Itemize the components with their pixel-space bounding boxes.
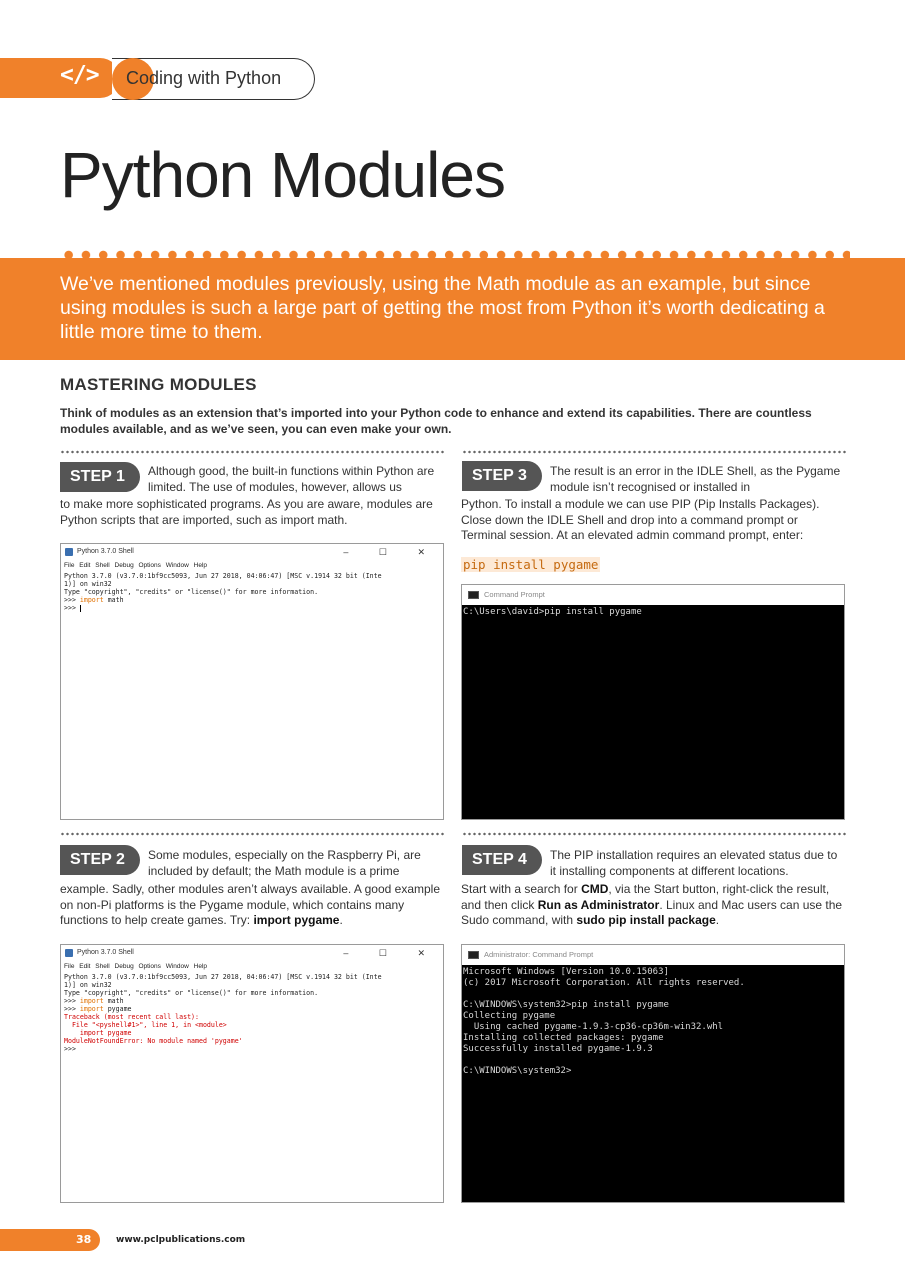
divider bbox=[462, 832, 846, 836]
console-output: Microsoft Windows [Version 10.0.15063] (c) 2017 Microsoft Corporation. All rights reserved. C:\WINDOWS\system32>pip install pygame Collecting pygame Using cached pygame-1.9.3-cp36-cp36m-win32.whl Installing collected packages: pygame Successfully installed pygame-1.9.3 C:\WINDOWS\system32> bbox=[463, 967, 745, 1076]
window-menubar[interactable]: File Edit Shell Debug Options Window Help bbox=[64, 562, 208, 569]
command-prompt-window-2 bbox=[461, 944, 845, 1203]
window-title: Python 3.7.0 Shell bbox=[77, 949, 134, 956]
code-icon: </> bbox=[60, 62, 99, 88]
cmd-icon bbox=[468, 591, 479, 599]
page-number: 38 bbox=[76, 1233, 92, 1246]
step-3-text-first: The result is an error in the IDLE Shell, as the Pygame module isn’t recognised or installed in bbox=[550, 464, 841, 494]
python-icon bbox=[65, 548, 73, 556]
console-output: C:\Users\david>pip install pygame bbox=[463, 607, 642, 617]
window-title: Administrator: Command Prompt bbox=[484, 950, 594, 959]
step-4-badge: STEP 4 bbox=[462, 845, 542, 875]
python-icon bbox=[65, 949, 73, 957]
divider bbox=[60, 450, 444, 454]
step-4-text: Start with a search for CMD, via the Start button, right-click the result, and then click Run as Administrator. Linux and Mac users can use the Sudo command, with sudo pip install package. bbox=[461, 882, 843, 927]
section-intro: Think of modules as an extension that’s imported into your Python code to enhance and extend its capabilities. There are countless modules available, and as we’ve seen, you can even make your own. bbox=[60, 406, 812, 436]
command-prompt-window-1 bbox=[461, 584, 845, 820]
step-2-text: example. Sadly, other modules aren’t always available. A good example on non-Pi platforms is the Pygame module, which contains many functions to help create games. Try: import pygame. bbox=[60, 882, 440, 927]
divider bbox=[60, 832, 444, 836]
window-title: Python 3.7.0 Shell bbox=[77, 548, 134, 555]
window-titlebar bbox=[61, 544, 443, 560]
cmd-icon bbox=[468, 951, 479, 959]
window-titlebar bbox=[462, 945, 844, 965]
shell-output: Python 3.7.0 (v3.7.0:1bf9cc5093, Jun 27 2018, 04:06:47) [MSC v.1914 32 bit (Inte 1)] on win32 Type "copyright", "credits" or "license()" for more information. >>> import math >>> import pygame Traceback (most recent call last): File "<pyshell#1>", line 1, in <module> import pygame ModuleNotFoundError: No module named 'pygame' >>> bbox=[64, 973, 382, 1053]
footer-url[interactable]: www.pclpublications.com bbox=[116, 1235, 246, 1245]
step-2-text-first: Some modules, especially on the Raspberry Pi, are included by default; the Math module is a prime bbox=[148, 848, 421, 878]
window-titlebar bbox=[462, 585, 844, 605]
step-1-text: to make more sophisticated programs. As you are aware, modules are Python scripts that are imported, such as import math. bbox=[60, 497, 433, 527]
text-cursor bbox=[80, 605, 81, 612]
shell-output: Python 3.7.0 (v3.7.0:1bf9cc5093, Jun 27 2018, 04:06:47) [MSC v.1914 32 bit (Inte 1)] on win32 Type "copyright", "credits" or "license()" for more information. >>> import math >>> bbox=[64, 572, 382, 612]
pip-install-code: pip install pygame bbox=[463, 557, 599, 572]
divider bbox=[462, 450, 846, 454]
intro-text: We’ve mentioned modules previously, using the Math module as an example, but since using modules is such a large part of getting the most from Python it’s worth dedicating a little more time to them. bbox=[60, 273, 825, 343]
window-controls[interactable]: – ☐ ✕ bbox=[343, 547, 439, 557]
step-4-text-first: The PIP installation requires an elevated status due to it installing components at different locations. bbox=[550, 848, 838, 878]
window-controls[interactable]: – ☐ ✕ bbox=[343, 948, 439, 958]
step-1-text-first: Although good, the built-in functions within Python are limited. The use of modules, however, allows us bbox=[148, 464, 435, 494]
window-title: Command Prompt bbox=[484, 590, 545, 599]
step-2-badge: STEP 2 bbox=[60, 845, 140, 875]
step-3-text: Python. To install a module we can use PIP (Pip Installs Packages). Close down the IDLE Shell and drop into a command prompt or Terminal session. At an elevated admin command prompt, enter: bbox=[461, 497, 820, 542]
section-heading: MASTERING MODULES bbox=[60, 375, 257, 394]
step-3-badge: STEP 3 bbox=[462, 461, 542, 491]
window-menubar[interactable]: File Edit Shell Debug Options Window Help bbox=[64, 963, 208, 970]
step-1-badge: STEP 1 bbox=[60, 462, 140, 492]
page-title: Python Modules bbox=[60, 139, 505, 211]
idle-shell-window-2 bbox=[60, 944, 444, 1203]
idle-shell-window-1 bbox=[60, 543, 444, 820]
section-tag-label: Coding with Python bbox=[126, 68, 282, 88]
window-titlebar bbox=[61, 945, 443, 961]
